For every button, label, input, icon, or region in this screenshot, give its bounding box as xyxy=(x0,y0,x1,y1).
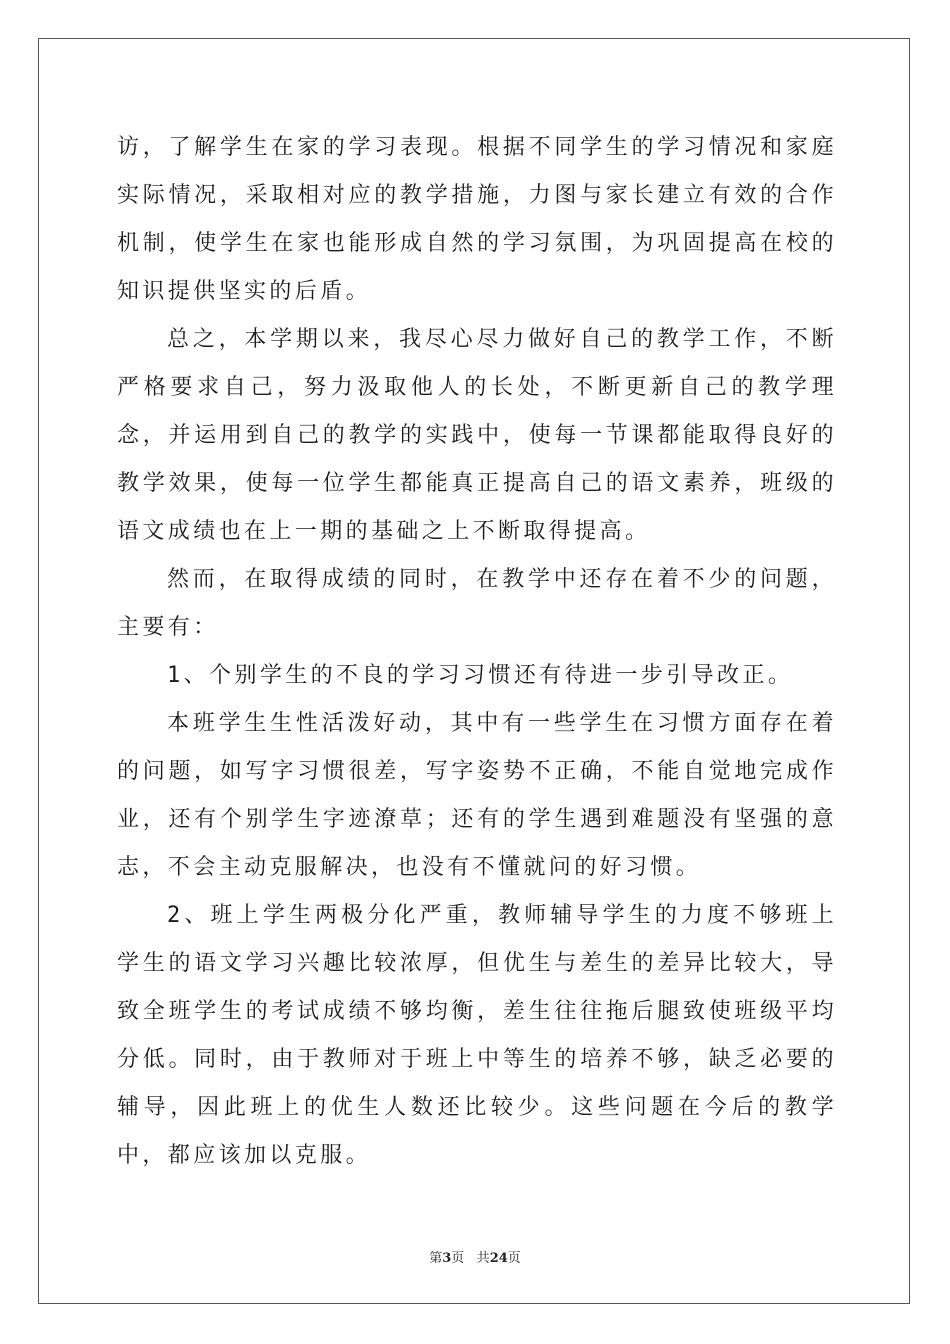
footer-page-prefix: 第 xyxy=(429,1251,443,1266)
paragraph-5: 本班学生生性活泼好动，其中有一些学生在习惯方面存在着的问题，如写字习惯很差，写字姿势不正确，不能自觉地完成作业，还有个别学生字迹潦草；还有的学生遇到难题没有坚强的意志，不会主动克服解决，也没有不懂就问的好习惯。 xyxy=(117,711,837,880)
footer-total-pages: 24 xyxy=(489,1251,508,1266)
document-body xyxy=(117,124,837,1180)
paragraph-4: 1、个别学生的不良的学习习惯还有待进一步引导改正。 xyxy=(167,663,794,688)
paragraph-1: 访，了解学生在家的学习表现。根据不同学生的学习情况和家庭实际情况，采取相对应的教学措施，力图与家长建立有效的合作机制，使学生在家也能形成自然的学习氛围，为巩固提高在校的知识提供坚实的后盾。 xyxy=(117,135,837,304)
page-footer xyxy=(0,1247,950,1266)
paragraph-3: 然而，在取得成绩的同时，在教学中还存在着不少的问题，主要有： xyxy=(117,567,837,640)
footer-page-suffix: 页 xyxy=(451,1251,465,1266)
footer-page-number: 3 xyxy=(442,1251,452,1266)
footer-total-suffix: 页 xyxy=(507,1251,521,1266)
footer-total-prefix: 共 xyxy=(476,1251,490,1266)
paragraph-2: 总之，本学期以来，我尽心尽力做好自己的教学工作，不断严格要求自己，努力汲取他人的长处，不断更新自己的教学理念，并运用到自己的教学的实践中，使每一节课都能取得良好的教学效果，使每一位学生都能真正提高自己的语文素养，班级的语文成绩也在上一期的基础之上不断取得提高。 xyxy=(117,327,837,544)
paragraph-6: 2、班上学生两极分化严重，教师辅导学生的力度不够班上学生的语文学习兴趣比较浓厚，但优生与差生的差异比较大，导致全班学生的考试成绩不够均衡，差生往往拖后腿致使班级平均分低。同时，由于教师对于班上中等生的培养不够，缺乏必要的辅导，因此班上的优生人数还比较少。这些问题在今后的教学中，都应该加以克服。 xyxy=(117,903,837,1168)
